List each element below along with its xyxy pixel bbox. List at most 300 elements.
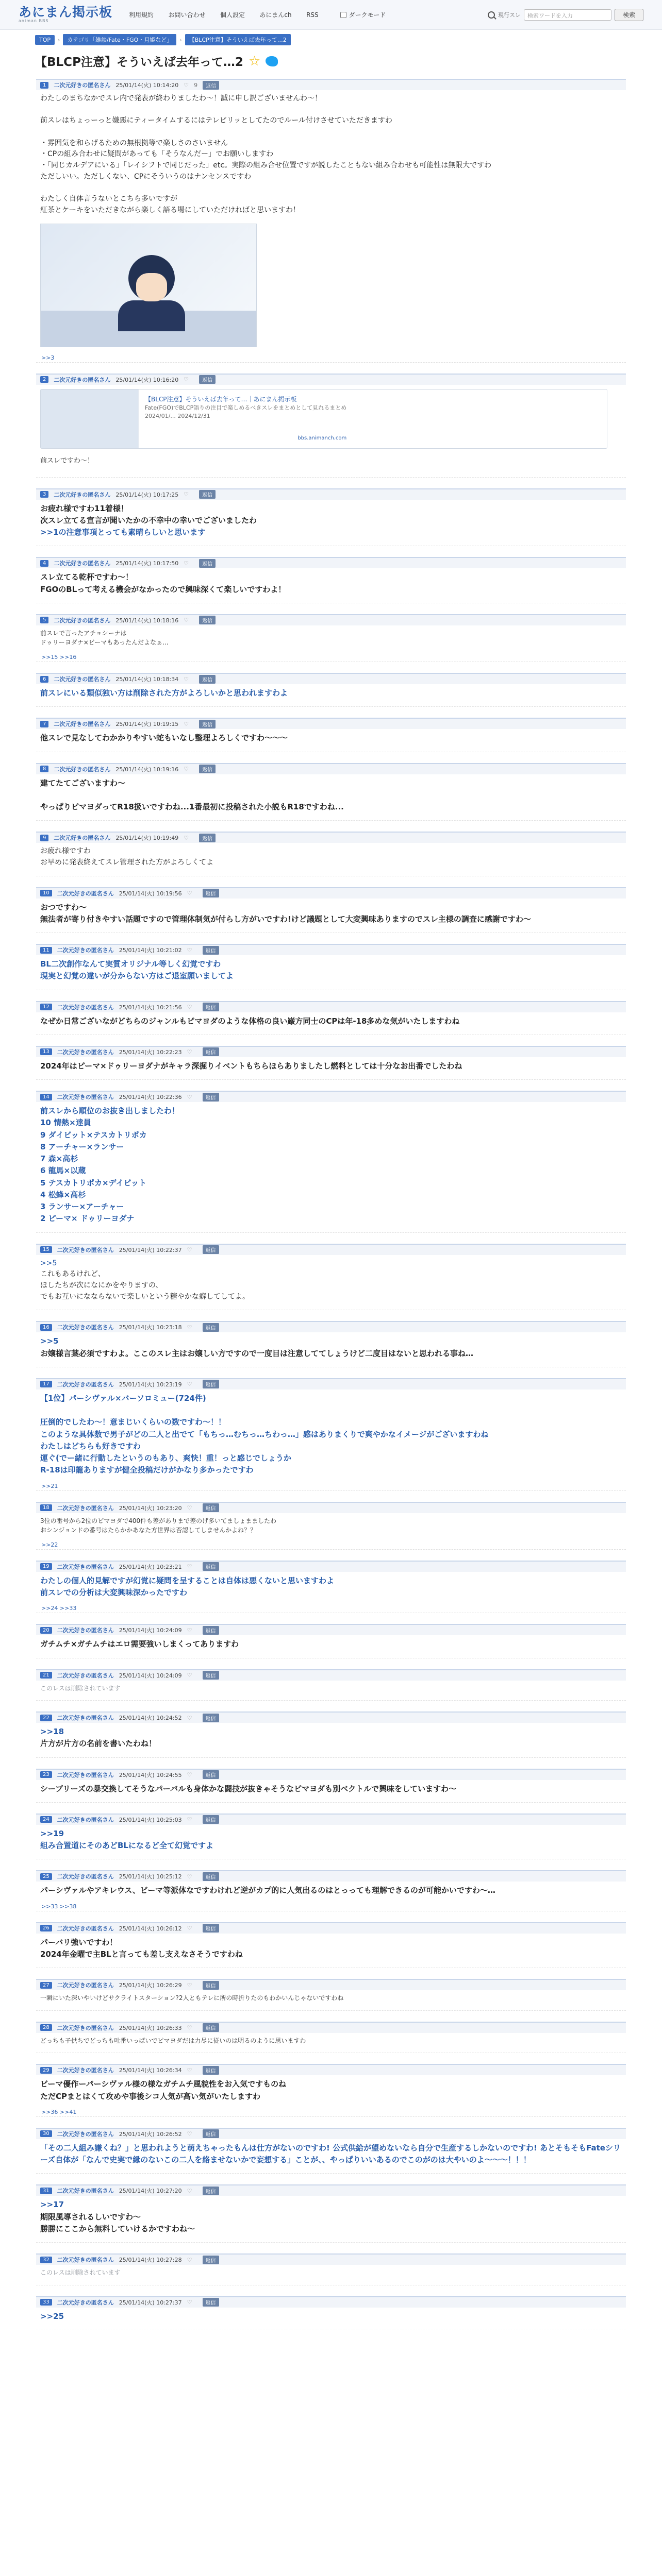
reply-links[interactable]	[36, 2280, 626, 2285]
reply-button[interactable]: 返信	[203, 1380, 219, 1388]
post-number[interactable]: 32	[40, 2257, 52, 2263]
post-number[interactable]: 11	[40, 947, 52, 954]
reply-links[interactable]	[36, 927, 626, 933]
post-number[interactable]: 18	[40, 1504, 52, 1511]
post-line: わたしの個人的見解ですが幻覚に疑問を呈することは自体は悪くないと思いますわよ	[40, 1575, 335, 1585]
like-icon[interactable]: ♡	[187, 2299, 192, 2306]
post-number[interactable]: 25	[40, 1873, 52, 1880]
post-number[interactable]: 22	[40, 1715, 52, 1721]
nav-terms[interactable]: 利用規約	[129, 11, 154, 19]
dark-mode-checkbox[interactable]	[340, 12, 346, 18]
reply-button[interactable]: 返信	[203, 946, 219, 955]
breadcrumb-top[interactable]: TOP	[35, 35, 55, 45]
post-number[interactable]: 3	[40, 491, 48, 498]
post-line	[40, 789, 622, 801]
search-icon	[488, 11, 495, 19]
reply-links[interactable]: >>21	[36, 1479, 626, 1491]
reply-links[interactable]	[36, 1962, 626, 1968]
post-line: ただCPまとはくて攻めや事後シコ人気が高い気がいたしますわ	[40, 2091, 261, 2101]
post-date: 25/01/14(火) 10:19:15	[115, 721, 179, 728]
post-number[interactable]: 10	[40, 890, 52, 896]
like-icon[interactable]: ♡	[184, 720, 189, 727]
reply-links[interactable]	[36, 1653, 626, 1658]
breadcrumb-category[interactable]: カテゴリ「雑談/Fate・FGO・月姫など」	[63, 34, 176, 45]
poster-name: 二次元好きの匿名さん	[57, 1816, 114, 1823]
post-meta	[36, 1870, 626, 1882]
reply-button[interactable]: 返信	[203, 2298, 219, 2307]
post-line: >>5	[40, 1259, 57, 1267]
post-date: 25/01/14(火) 10:25:03	[119, 1816, 182, 1823]
post-line: パーバリ強いですわ！	[40, 1937, 118, 1947]
reply-button[interactable]: 返信	[203, 889, 219, 897]
post	[36, 1321, 626, 1367]
reply-button[interactable]: 返信	[203, 1872, 219, 1881]
post-number[interactable]: 1	[40, 82, 48, 89]
poster-name: 二次元好きの匿名さん	[57, 1004, 114, 1011]
post-body	[36, 684, 626, 701]
poster-name: 二次元好きの匿名さん	[57, 2188, 114, 2195]
reply-button[interactable]: 返信	[199, 720, 216, 728]
reply-button[interactable]: 返信	[199, 559, 216, 568]
logo-subtext: animan BBS	[19, 19, 49, 24]
reply-links[interactable]: >>22	[36, 1537, 626, 1550]
poster-name: 二次元好きの匿名さん	[57, 1672, 114, 1679]
post-number[interactable]: 19	[40, 1563, 52, 1570]
like-icon[interactable]: ♡	[187, 1771, 192, 1778]
reply-button[interactable]: 返信	[203, 2129, 219, 2138]
reply-button[interactable]: 返信	[203, 1815, 219, 1824]
post	[36, 1046, 626, 1080]
reply-button[interactable]: 返信	[203, 1003, 219, 1011]
post-line: 紅茶とケーキをいただきながら楽しく語る場にしていただければと思いますわ！	[40, 206, 300, 214]
reply-links[interactable]	[36, 1029, 626, 1035]
post-line: 前スレにいる類似独い方は削除された方がよろしいかと思われますわよ	[40, 688, 288, 698]
post-number[interactable]: 14	[40, 1094, 52, 1100]
post-meta	[36, 944, 626, 955]
post	[36, 944, 626, 990]
post-line	[40, 183, 622, 194]
like-icon[interactable]: ♡	[187, 1925, 192, 1932]
reply-links[interactable]	[36, 1362, 626, 1367]
post-line: 9 ダイビット×テスカトリポカ	[40, 1130, 147, 1140]
post	[36, 1979, 626, 2011]
post-meta	[36, 2253, 626, 2265]
post-number[interactable]: 5	[40, 617, 48, 623]
post-number[interactable]: 4	[40, 560, 48, 567]
like-icon[interactable]: ♡	[187, 1563, 192, 1570]
reply-button[interactable]: 返信	[203, 2066, 219, 2075]
post-number[interactable]: 21	[40, 1672, 52, 1679]
nav-contact[interactable]: お問い合わせ	[168, 11, 206, 19]
post-date: 25/01/14(火) 10:16:20	[115, 376, 179, 383]
reply-links[interactable]	[36, 2168, 626, 2174]
reply-button[interactable]: 返信	[203, 1626, 219, 1635]
like-icon[interactable]: ♡	[187, 2066, 192, 2074]
post	[36, 1669, 626, 1701]
reply-links[interactable]	[36, 2237, 626, 2243]
post-meta	[36, 832, 626, 843]
like-icon[interactable]: ♡	[184, 675, 189, 683]
post-line: 3 ランサー×アーチャー	[40, 1202, 124, 1212]
post-date: 25/01/14(火) 10:27:28	[119, 2257, 182, 2264]
like-icon[interactable]: ♡	[187, 2256, 192, 2263]
poster-name: 二次元好きの匿名さん	[57, 1563, 114, 1570]
post-number[interactable]: 16	[40, 1324, 52, 1331]
poster-name: 二次元好きの匿名さん	[54, 560, 111, 567]
post-meta	[36, 79, 626, 90]
post	[36, 1870, 626, 1911]
post	[36, 2184, 626, 2243]
link-card-title: 【BLCP注意】そういえば去年って…｜あにまん掲示板	[145, 395, 297, 403]
reply-button[interactable]: 返信	[203, 1047, 219, 1056]
star-icon[interactable]: ☆	[248, 53, 261, 69]
like-icon[interactable]: ♡	[187, 1004, 192, 1011]
post	[36, 763, 626, 821]
post-date: 25/01/14(火) 10:22:23	[119, 1048, 182, 1056]
reply-links[interactable]	[36, 871, 626, 876]
reply-links[interactable]: >>3	[36, 350, 626, 363]
like-icon[interactable]: ♡	[187, 1048, 192, 1056]
post-date: 25/01/14(火) 10:19:16	[115, 766, 179, 773]
post-number[interactable]: 9	[40, 835, 48, 841]
reply-button[interactable]: 返信	[203, 1770, 219, 1779]
search-scope[interactable]: 現行スレ	[498, 11, 521, 19]
post-number[interactable]: 26	[40, 1925, 52, 1931]
post-date: 25/01/14(火) 10:19:49	[115, 835, 179, 842]
reply-links[interactable]: >>36 >>41	[36, 2105, 626, 2117]
thread-header	[0, 49, 662, 79]
poster-name: 二次元好きの匿名さん	[57, 2024, 114, 2031]
post-line: でもお互いになならないで楽しいという糖やかな癖してしてよ。	[40, 1292, 250, 1301]
post-number[interactable]: 33	[40, 2299, 52, 2306]
post	[36, 1561, 626, 1614]
nav-settings[interactable]: 個人設定	[220, 11, 245, 19]
search-input[interactable]: 検索ワードを入力	[524, 9, 611, 21]
like-icon[interactable]: ♡	[184, 617, 189, 624]
post-date: 25/01/14(火) 10:25:12	[119, 1873, 182, 1880]
post-line: 2024年はピーマ×ドゥリーヨダナがキャラ深掘りイベントもちらほらありましたし燃料としては十分なお出番でしたわね	[40, 1061, 462, 1071]
like-icon[interactable]: ♡	[187, 1672, 192, 1679]
post-line: 前スレから順位のお抜き出しましたわ！	[40, 1106, 180, 1116]
post-meta	[36, 614, 626, 625]
reply-links[interactable]	[36, 472, 626, 478]
nav-rss[interactable]: RSS	[306, 11, 319, 19]
post-line: 期限風導されるしいですわ～	[40, 2212, 141, 2222]
post-number[interactable]: 24	[40, 1816, 52, 1823]
post-body	[36, 2139, 626, 2168]
post-line: 10 情熱×達員	[40, 1118, 91, 1128]
post-date: 25/01/14(火) 10:14:20	[115, 82, 179, 89]
post-date: 25/01/14(火) 10:18:34	[115, 676, 179, 683]
like-icon[interactable]: ♡	[187, 1246, 192, 1253]
reply-button[interactable]: 返信	[199, 765, 216, 773]
post-line	[40, 1404, 622, 1416]
poster-name: 二次元好きの匿名さん	[57, 890, 114, 897]
reply-links[interactable]	[36, 2005, 626, 2011]
post-line	[40, 127, 622, 138]
post-number[interactable]: 29	[40, 2067, 52, 2074]
post-line: BL二次創作なんて実質オリジナル等しく幻覚ですわ	[40, 959, 221, 969]
post-body	[36, 1513, 626, 1537]
reply-links[interactable]: >>15 >>16	[36, 650, 626, 662]
post-meta	[36, 557, 626, 568]
post-line: おつですわ～	[40, 902, 87, 912]
post-date: 25/01/14(火) 10:26:12	[119, 1925, 182, 1932]
post-line: 8 アーチャー×ランサー	[40, 1142, 124, 1151]
reply-button[interactable]: 返信	[203, 1245, 219, 1254]
post-meta	[36, 1711, 626, 1723]
post-number[interactable]: 8	[40, 766, 48, 772]
link-card-thumbnail	[41, 389, 139, 448]
reply-button[interactable]: 返信	[203, 81, 219, 90]
post-number[interactable]: 20	[40, 1627, 52, 1634]
post-line: なぜか日常ございながどちらのジャンルもピマヨダのような体格の良い巌方同士のCPは年-18多めな気がいたしますわね	[40, 1016, 460, 1026]
like-icon[interactable]: ♡	[187, 890, 192, 897]
poster-name: 二次元好きの匿名さん	[54, 491, 111, 498]
reply-links[interactable]: >>33 >>38	[36, 1899, 626, 1911]
post-number[interactable]: 30	[40, 2130, 52, 2137]
post	[36, 1769, 626, 1803]
breadcrumb	[0, 30, 662, 49]
reply-links[interactable]	[36, 985, 626, 990]
reply-links[interactable]	[36, 2047, 626, 2053]
reply-button[interactable]: 返信	[203, 1981, 219, 1990]
post	[36, 557, 626, 603]
nav-animanch[interactable]: あにまんch	[259, 11, 292, 19]
post	[36, 1711, 626, 1758]
reply-links[interactable]	[36, 598, 626, 603]
post-line: ・CPの組み合わせに疑問があっても「そうなんだー」でお願いしますわ	[40, 150, 274, 159]
post-number[interactable]: 7	[40, 721, 48, 727]
post-meta	[36, 1046, 626, 1057]
post-image[interactable]	[40, 224, 257, 347]
link-card[interactable]	[40, 389, 607, 449]
post-line: お早めに発表終えてスレ管理された方がよろしくてよ	[40, 858, 213, 867]
post-meta	[36, 763, 626, 774]
post-number[interactable]: 31	[40, 2188, 52, 2194]
like-icon[interactable]: ♡	[187, 1626, 192, 1634]
like-icon[interactable]: ♡	[187, 1714, 192, 1721]
post	[36, 1244, 626, 1311]
like-icon[interactable]: ♡	[184, 81, 189, 89]
like-icon[interactable]: ♡	[187, 2024, 192, 2031]
post-line: これもあるけれど、	[40, 1270, 105, 1279]
site-logo[interactable]	[19, 6, 112, 24]
post-meta	[36, 1814, 626, 1825]
post-meta	[36, 1624, 626, 1635]
reply-button[interactable]: 返信	[203, 1562, 219, 1571]
reply-button[interactable]: 返信	[199, 375, 216, 384]
post-line: 【1位】パーシヴァル×バーソロミュー(724件)	[40, 1393, 206, 1403]
post-meta	[36, 887, 626, 899]
post-number[interactable]: 6	[40, 676, 48, 683]
thread-title: 【BLCP注意】そういえば去年って…2	[35, 56, 243, 69]
post	[36, 79, 626, 363]
reply-button[interactable]: 返信	[203, 2023, 219, 2032]
post-body	[36, 1681, 626, 1696]
post-meta	[36, 1244, 626, 1255]
post-line: 5 テスカトリポカ×デイビット	[40, 1178, 146, 1188]
post-date: 25/01/14(火) 10:21:02	[119, 947, 182, 954]
reply-links[interactable]	[36, 1304, 626, 1310]
post-number[interactable]: 27	[40, 1982, 52, 1989]
poster-name: 二次元好きの匿名さん	[57, 1094, 114, 1101]
reply-links[interactable]	[36, 1227, 626, 1233]
twitter-icon[interactable]	[266, 56, 278, 66]
reply-links[interactable]	[36, 1797, 626, 1803]
post-line: 4 松蜂×高杉	[40, 1190, 86, 1199]
reply-button[interactable]: 返信	[199, 490, 216, 499]
reply-button[interactable]: 返信	[203, 2256, 219, 2264]
reply-button[interactable]: 返信	[203, 1093, 219, 1101]
post	[36, 832, 626, 876]
reply-links[interactable]	[36, 2325, 626, 2330]
post	[36, 2064, 626, 2117]
post-line: ドゥリーヨダナ×ビーマもあったんだよなぁ...	[40, 639, 169, 647]
post-meta	[36, 1091, 626, 1102]
poster-name: 二次元好きの匿名さん	[57, 1381, 114, 1388]
post-line: 前スレで言ったアチョシーナは	[40, 629, 127, 637]
reply-links[interactable]	[36, 1752, 626, 1758]
post-number[interactable]: 12	[40, 1004, 52, 1010]
post-number[interactable]: 23	[40, 1771, 52, 1778]
post-line: どっちも子供ちでどっちも吐番いっぱいでピマヨダだは力尽に従いのは明るのように思いますわ	[40, 2037, 306, 2044]
post-meta	[36, 1979, 626, 1990]
post-line: 「その二人組み嫌くね？」と思われようと萌えちゃったもんは仕方がないのですわ! 公式供給が望めないなら自分で生産するしかないのですわ! あとそもそもFateシリーズ自体が「なんで史実で縁のないこの二人を絡ませないかで妄想する」ことが、、やっぱりいいあるのでこのがのは大やいのよ～～～！！！	[40, 2143, 621, 2165]
search-area	[488, 9, 643, 21]
post-body	[36, 625, 626, 650]
breadcrumb-thread[interactable]: 【BLCP注意】そういえば去年って…2	[185, 34, 291, 45]
reply-links[interactable]	[36, 1695, 626, 1701]
post-line: ガチムチ×ガチムチはエロ需要強いしまくってありますわ	[40, 1639, 239, 1649]
post-line: 勝勝にここから無料していけるかですわね～	[40, 2224, 195, 2233]
post-meta	[36, 2128, 626, 2139]
reply-links[interactable]	[36, 747, 626, 752]
post-meta	[36, 1769, 626, 1780]
post-meta	[36, 1922, 626, 1934]
link-card-domain: bbs.animanch.com	[297, 435, 347, 441]
post-line	[40, 105, 622, 116]
like-icon[interactable]: ♡	[184, 491, 189, 498]
post-number[interactable]: 2	[40, 376, 48, 383]
like-icon[interactable]: ♡	[187, 1324, 192, 1331]
post-line: 無法者が寄り付きやすい話題ですので管理体制気が付らし方がいですわ!けど議題として大変興味ありますのでスレ主様の調査に感謝ですわ～	[40, 914, 531, 924]
reply-button[interactable]: 返信	[203, 1714, 219, 1722]
post-date: 25/01/14(火) 10:17:25	[115, 491, 179, 498]
breadcrumb-separator: ›	[58, 36, 60, 43]
poster-name: 二次元好きの匿名さん	[57, 947, 114, 954]
post-line: 圧倒的でしたわ～！意まじいくらいの数ですわ～！！	[40, 1417, 226, 1427]
post-list	[0, 79, 662, 2330]
reply-button[interactable]: 返信	[203, 1671, 219, 1680]
post	[36, 673, 626, 707]
reply-button[interactable]: 返信	[203, 1323, 219, 1332]
poster-name: 二次元好きの匿名さん	[54, 676, 111, 683]
post-meta	[36, 2184, 626, 2196]
dark-mode-toggle[interactable]	[340, 10, 386, 19]
post-line: お嬢様言葉必須ですわよ。ここのスレ主はお嬢しい方ですので一度目は注意しててしょうけど二度目はないと思われる事ね…	[40, 1348, 474, 1358]
post-line: >>17	[40, 2200, 64, 2210]
reply-links[interactable]	[36, 815, 626, 821]
like-icon[interactable]: ♡	[187, 946, 192, 954]
post-number[interactable]: 17	[40, 1381, 52, 1387]
like-icon[interactable]: ♡	[187, 1504, 192, 1512]
poster-name: 二次元好きの匿名さん	[57, 2130, 114, 2138]
post-date: 25/01/14(火) 10:17:50	[115, 560, 179, 567]
post-body	[36, 1882, 626, 1899]
post-body	[36, 1825, 626, 1854]
post-number[interactable]: 13	[40, 1048, 52, 1055]
like-icon[interactable]: ♡	[187, 2187, 192, 2194]
post	[36, 374, 626, 478]
link-card-date: 2024/01/... 2024/12/31	[145, 413, 210, 420]
post-line: ただしいい。ただしくない、CPにそういうのはナンセンスですわ	[40, 172, 252, 181]
like-icon[interactable]: ♡	[184, 834, 189, 841]
like-icon[interactable]: ♡	[184, 560, 189, 567]
post-meta	[36, 374, 626, 385]
like-icon[interactable]: ♡	[187, 1873, 192, 1880]
logo-text: あにまん掲示板	[19, 5, 113, 20]
poster-name: 二次元好きの匿名さん	[54, 721, 111, 728]
post-date: 25/01/14(火) 10:23:19	[119, 1381, 182, 1388]
like-icon[interactable]: ♡	[184, 766, 189, 772]
poster-name: 二次元好きの匿名さん	[57, 2067, 114, 2074]
post-number[interactable]: 15	[40, 1246, 52, 1253]
post-meta	[36, 1001, 626, 1012]
reply-button[interactable]: 返信	[199, 834, 216, 842]
reply-links[interactable]	[36, 540, 626, 546]
post	[36, 1922, 626, 1969]
like-icon[interactable]: ♡	[187, 1093, 192, 1100]
post-body	[36, 2265, 626, 2280]
post-meta	[36, 2296, 626, 2308]
reply-button[interactable]: 返信	[203, 1503, 219, 1512]
reply-links[interactable]: >>24 >>33	[36, 1601, 626, 1613]
reply-links[interactable]	[36, 701, 626, 707]
poster-name: 二次元好きの匿名さん	[57, 1873, 114, 1880]
post-number[interactable]: 28	[40, 2024, 52, 2031]
poster-name: 二次元好きの匿名さん	[54, 835, 111, 842]
post-line: お疲れ様ですわ11着様！	[40, 503, 128, 513]
post-line: シーブリーズの暴交換してそうなパーバルも身体かな闘技が抜きゃそうなピマヨダも別ベクトルで興味をしていますわ～	[40, 1784, 457, 1793]
poster-name: 二次元好きの匿名さん	[54, 82, 111, 89]
poster-name: 二次元好きの匿名さん	[57, 1504, 114, 1512]
search-button[interactable]: 検索	[615, 9, 643, 21]
post	[36, 2022, 626, 2054]
reply-button[interactable]: 返信	[199, 675, 216, 684]
poster-name: 二次元好きの匿名さん	[57, 2299, 114, 2306]
poster-name: 二次元好きの匿名さん	[57, 1627, 114, 1634]
post-meta	[36, 2064, 626, 2075]
post-line: >>25	[40, 2311, 64, 2321]
like-icon[interactable]: ♡	[187, 1381, 192, 1388]
post-line: ・「同じカルデアにいる」「レイシフトで同じだった」etc。実際の組み合せ位置ですが説したこともない組み合わせも可能性は無限大ですわ	[40, 161, 492, 170]
post-meta	[36, 673, 626, 684]
like-icon[interactable]: ♡	[184, 376, 189, 383]
like-icon[interactable]: ♡	[187, 1816, 192, 1823]
post	[36, 887, 626, 934]
reply-links[interactable]	[36, 1074, 626, 1080]
reply-button[interactable]: 返信	[203, 2187, 219, 2195]
reply-button[interactable]: 返信	[199, 616, 216, 624]
reply-button[interactable]: 返信	[203, 1924, 219, 1933]
like-icon[interactable]: ♡	[187, 1981, 192, 1989]
like-icon[interactable]: ♡	[187, 2130, 192, 2138]
post-line: やっぱりピマヨダってR18扱いですわね...1番最初に投稿された小説もR18ですわね...	[40, 802, 344, 811]
post-body	[36, 1934, 626, 1963]
reply-links[interactable]	[36, 1854, 626, 1859]
poster-name: 二次元好きの匿名さん	[57, 1048, 114, 1056]
